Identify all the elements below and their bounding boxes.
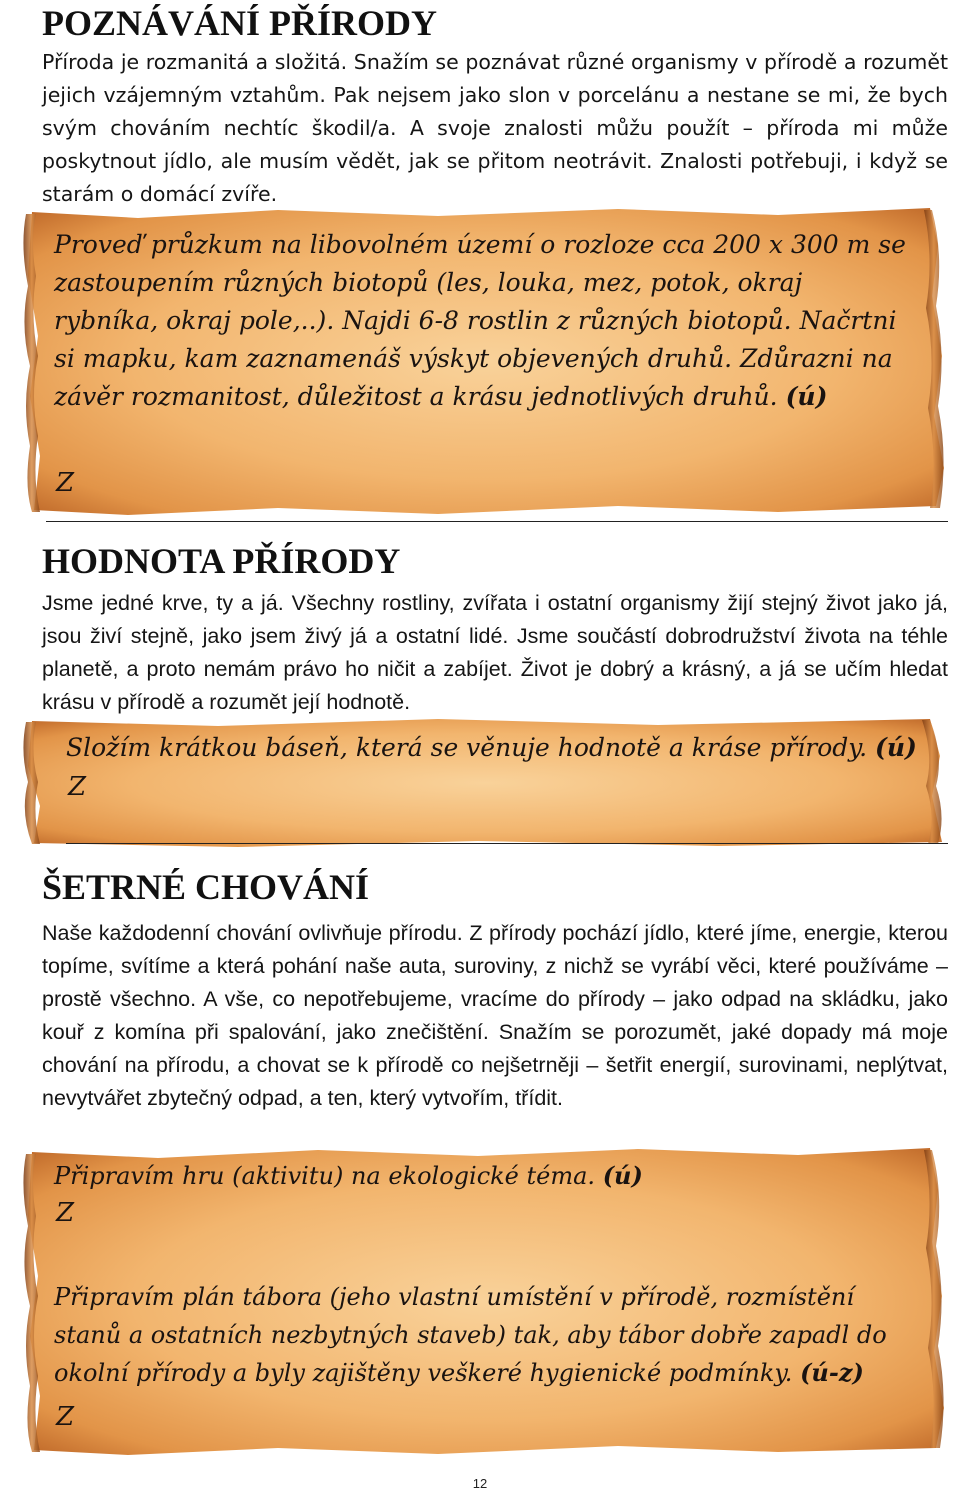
section-text-hodnota: Jsme jedné krve, ty a já. Všechny rostliny, zvířata i ostatní organismy žijí stejný život jako já, jsou živí stejně, jako jsem živý já a ostatní lidé. Jsme součástí dobrodružství života na téhle planetě, a proto nemám právo ho ničit a zabíjet. Život je dobrý a krásný, a já se učím hledat krásu v přírodě a rozumět její hodnotě. — [42, 591, 948, 714]
task-text-4-body: Připravím plán tábora (jeho vlastní umístění v přírodě, rozmístění stanů a ostatních nezbytných staveb) tak, aby tábor dobře zapadl do okolní přírody a byly zajištěny veškeré hygienické podmínky. — [54, 1283, 887, 1387]
task-scroll-2 — [18, 716, 948, 848]
page-number: 12 — [472, 1476, 488, 1491]
divider-line-1 — [46, 521, 948, 522]
task-text-2 — [66, 730, 926, 766]
task-text-1 — [54, 226, 914, 416]
task-text-1-body: Proveď průzkum na libovolném území o rozloze cca 200 x 300 m se zastoupením různých biotopů (les, louka, mez, potok, okraj rybníka, okraj pole,..). Najdi 6-8 rostlin z různých biotopů. Načrtni si mapku, kam zaznamenáš výskyt objevených druhů. Zdůrazni na závěr rozmanitost, důležitost a krásu jednotlivých druhů. — [54, 230, 906, 411]
section-title-setrne: ŠETRNÉ CHOVÁNÍ — [42, 867, 370, 907]
task-text-3 — [54, 1158, 914, 1194]
task-points-1: (ú) — [785, 382, 828, 411]
task-scroll-1 — [18, 206, 948, 518]
task-text-2-body: Složím krátkou báseň, která se věnuje hodnotě a kráse přírody. — [66, 733, 868, 762]
task-points-3: (ú) — [602, 1161, 643, 1190]
task-text-4 — [54, 1278, 914, 1392]
task-scroll-3 — [18, 1146, 948, 1458]
task-mark-1: Z — [56, 468, 75, 498]
divider-line-2 — [66, 843, 948, 844]
task-mark-4: Z — [56, 1402, 75, 1432]
task-points-4: (ú-z) — [800, 1358, 864, 1387]
task-points-2: (ú) — [874, 733, 917, 762]
task-mark-3: Z — [56, 1198, 75, 1228]
section-title-hodnota: HODNOTA PŘÍRODY — [42, 541, 401, 581]
task-mark-2: Z — [68, 772, 87, 802]
section-title-poznavani: POZNÁVÁNÍ PŘÍRODY — [42, 3, 437, 43]
section-text-poznavani: Příroda je rozmanitá a složitá. Snažím se poznávat různé organismy v přírodě a rozumět jejich vzájemným vztahům. Pak nejsem jako slon v porcelánu a nestane se mi, že bych svým chováním nechtíc škodil/a. A svoje znalosti můžu použít – příroda mi může poskytnout jídlo, ale musím vědět, jak se přitom neotrávit. Znalosti potřebuji, i když se starám o domácí zvíře. — [42, 50, 948, 206]
section-text-setrne: Naše každodenní chování ovlivňuje přírodu. Z přírody pochází jídlo, které jíme, energie, kterou topíme, svítíme a která pohání naše auta, suroviny, z nichž se vyrábí věci, které používáme – prostě všechno. A vše, co nepotřebujeme, vracíme do přírody – jako odpad na skládku, jako kouř z komína při spalování, jako znečištění. Snažím se porozumět, jaké dopady má moje chování na přírodu, a chovat se k přírodě co nejšetrněji – šetřit energií, surovinami, neplýtvat, nevytvářet zbytečný odpad, a ten, který vytvořím, třídit. — [42, 921, 948, 1110]
task-text-3-body: Připravím hru (aktivitu) na ekologické téma. — [54, 1162, 596, 1190]
